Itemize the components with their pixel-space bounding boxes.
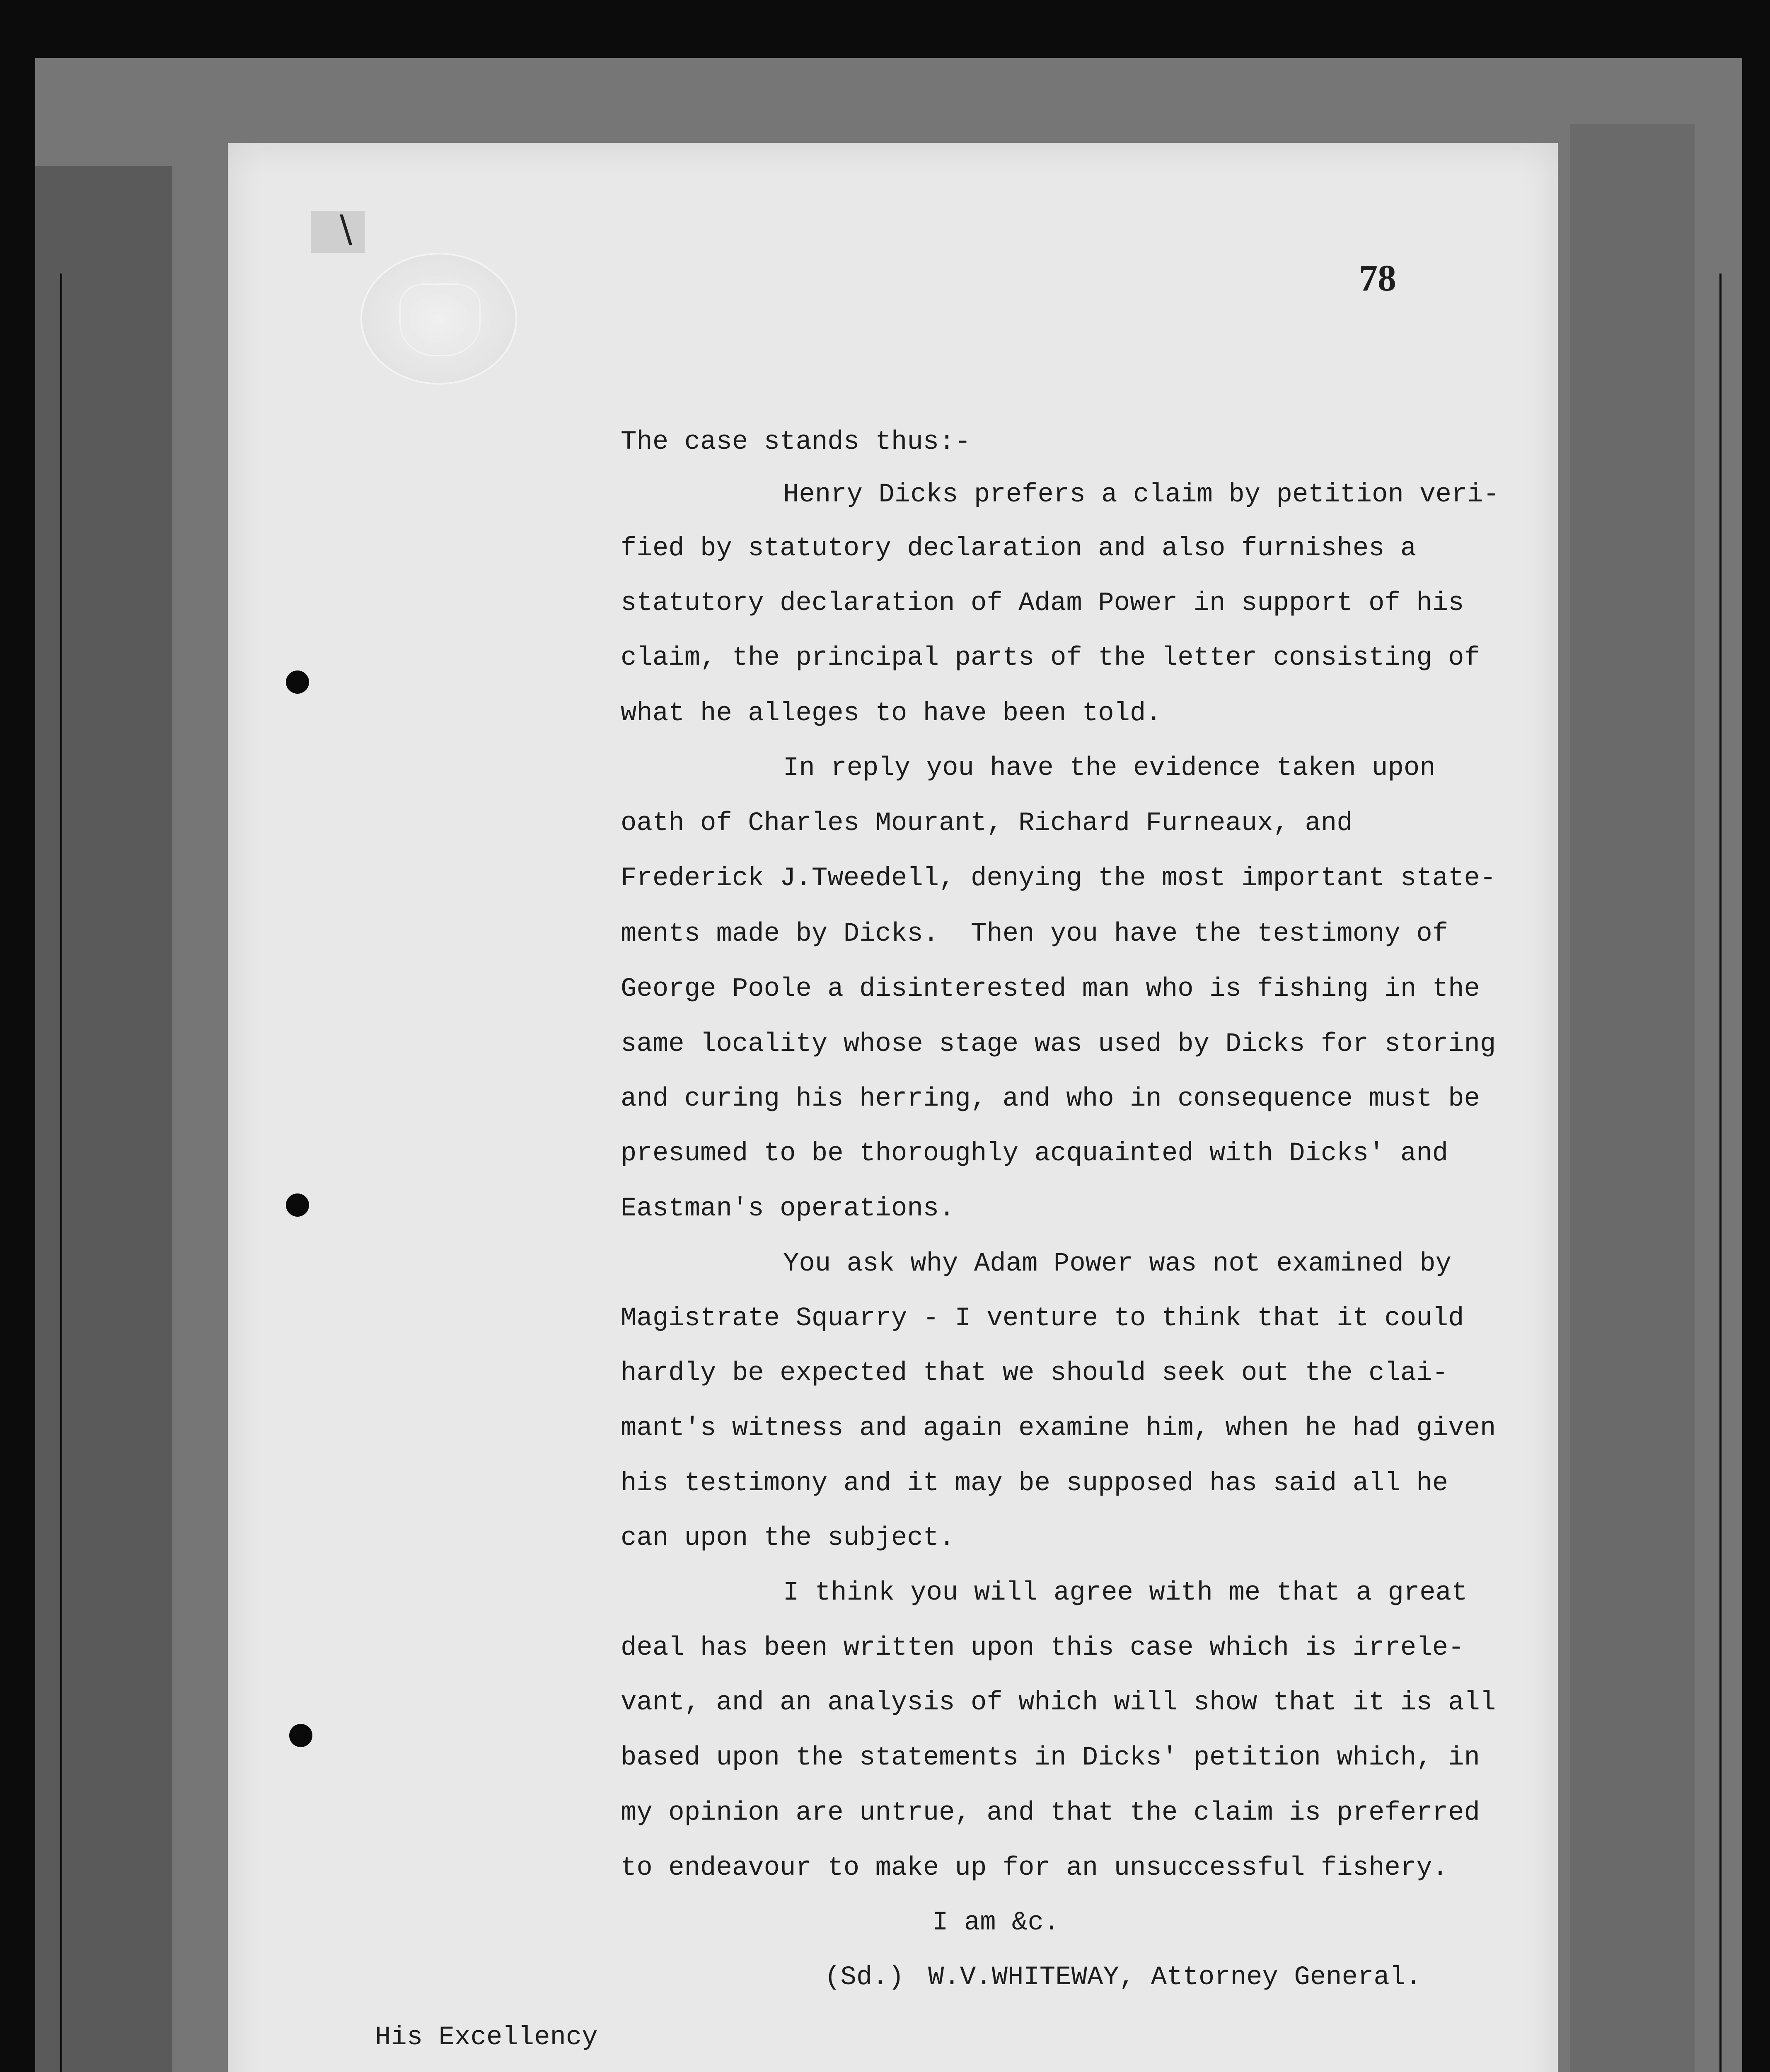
frame-rule-right — [1719, 274, 1722, 2072]
letter-line: Magistrate Squarry - I venture to think that it could — [621, 1304, 1464, 1334]
letter-line: hardly be expected that we should seek out the clai- — [621, 1358, 1448, 1388]
letter-line: same locality whose stage was used by Dicks for storing — [621, 1029, 1496, 1059]
embossed-seal — [360, 253, 517, 385]
letter-line: and curing his herring, and who in consequence must be — [621, 1084, 1480, 1114]
letter-line: fied by statutory declaration and also furnishes a — [621, 534, 1417, 564]
corner-mark — [311, 207, 365, 253]
frame-rule-left — [60, 274, 62, 2072]
letter-line: what he alleges to have been told. — [621, 699, 1162, 729]
signed-prefix: (Sd.) — [825, 1963, 904, 1992]
letter-line: can upon the subject. — [621, 1523, 955, 1553]
punch-hole — [286, 1193, 309, 1217]
letter-line: presumed to be thoroughly acquainted with Dicks' and — [621, 1139, 1448, 1169]
letter-line: ments made by Dicks. Then you have the testimony of — [621, 919, 1448, 949]
letter-line: oath of Charles Mourant, Richard Furneaux, and — [621, 808, 1353, 838]
letter-line: You ask why Adam Power was not examined by — [783, 1249, 1452, 1279]
letter-line: George Poole a disinterested man who is fishing in the — [621, 974, 1480, 1004]
punch-hole — [286, 670, 309, 694]
letter-line: my opinion are untrue, and that the claim is preferred — [621, 1798, 1480, 1828]
letter-line: In reply you have the evidence taken upon — [783, 753, 1436, 783]
letter-line: mant's witness and again examine him, when he had given — [621, 1414, 1496, 1443]
page-number: 78 — [1359, 258, 1396, 299]
letter-line: Eastman's operations. — [621, 1194, 955, 1224]
letter-line: based upon the statements in Dicks' petition which, in — [621, 1743, 1480, 1773]
letter-line: Frederick J.Tweedell, denying the most important state- — [621, 864, 1496, 893]
addressee-line-1: His Excellency — [375, 2023, 598, 2053]
punch-hole — [289, 1724, 312, 1747]
letter-line: statutory declaration of Adam Power in support of his — [621, 588, 1464, 618]
letter-line: claim, the principal parts of the letter consisting of — [621, 643, 1480, 673]
letter-line: The case stands thus:- — [621, 427, 971, 457]
letter-line: I think you will agree with me that a great — [783, 1578, 1468, 1608]
signatory: W.V.WHITEWAY, Attorney General. — [928, 1963, 1422, 1992]
letter-line: to endeavour to make up for an unsuccessful fishery. — [621, 1853, 1448, 1883]
corner-mark-glyph: \ — [340, 207, 353, 251]
frame-shadow-right — [1570, 124, 1695, 2072]
letter-line: Henry Dicks prefers a claim by petition veri- — [783, 480, 1499, 510]
closing: I am &c. — [932, 1908, 1060, 1938]
frame-shadow-left — [35, 166, 172, 2072]
letter-line: deal has been written upon this case which is irrele- — [621, 1633, 1464, 1663]
letter-line: vant, and an analysis of which will show that it is all — [621, 1688, 1496, 1718]
letter-line: his testimony and it may be supposed has said all he — [621, 1469, 1448, 1498]
